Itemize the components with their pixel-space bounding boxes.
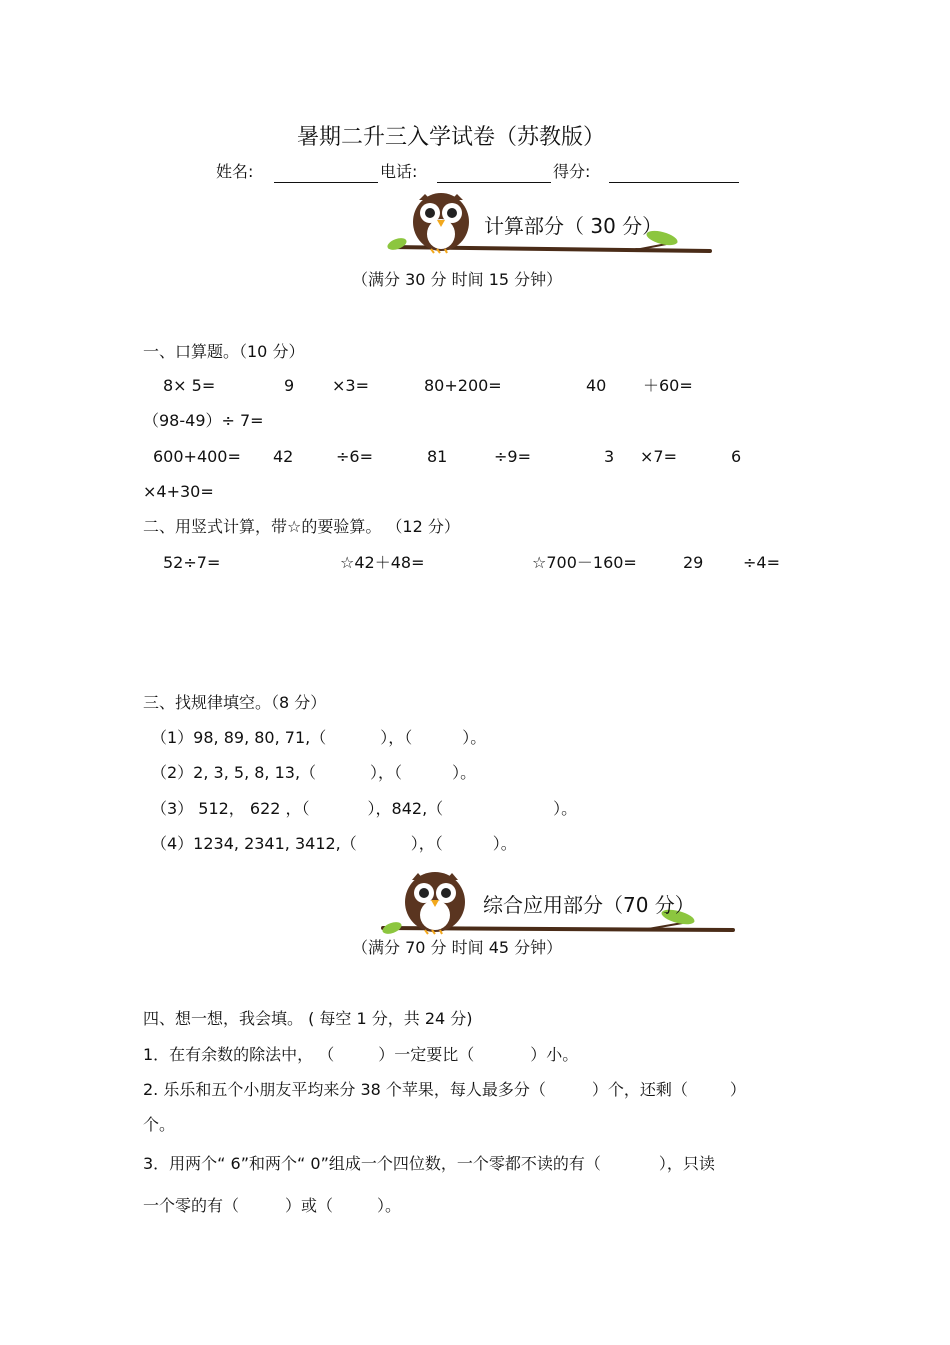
vertical-calc-item: 29 [683, 553, 704, 572]
pattern-text: ），842,（ [367, 799, 444, 818]
question-text: ）或（ [285, 1196, 334, 1215]
question-2 [143, 1080, 746, 1100]
pattern-text: ），（ [380, 728, 413, 747]
vertical-calc-item: 52÷7= [163, 553, 221, 572]
calc-item: 81 [427, 447, 448, 466]
question-text: ）一定要比（ [378, 1045, 475, 1064]
name-field[interactable] [274, 182, 378, 183]
owl-icon [405, 872, 465, 934]
owl-icon [413, 193, 469, 253]
question-text: ）。 [377, 1196, 402, 1215]
calc-item: ＋60= [643, 376, 693, 395]
vertical-calc-item: ☆42＋48= [340, 553, 425, 572]
question-3 [143, 1154, 715, 1174]
pattern-text: （4）1234, 2341, 3412,（ [151, 834, 357, 853]
name-label: 姓名: [216, 162, 254, 181]
question-3-cont [143, 1196, 401, 1216]
banner-app-title: 综合应用部分（70 分） [483, 893, 695, 917]
score-label: 得分: [553, 162, 591, 181]
pattern-line-1 [151, 728, 486, 748]
question-text: 3．用两个“ 6”和两个“ 0”组成一个四位数，一个零都不读的有（ [143, 1154, 601, 1173]
pattern-text: ），（ [370, 763, 403, 782]
pattern-text: ），（ [410, 834, 443, 853]
calc-item: ×3= [332, 376, 369, 395]
pattern-line-2 [151, 763, 476, 783]
question-text: 1．在有余数的除法中， （ [143, 1045, 335, 1064]
question-text: 2. 乐乐和五个小朋友平均来分 38 个苹果，每人最多分（ [143, 1080, 546, 1099]
pattern-line-4 [151, 834, 517, 854]
calc-item: ÷6= [336, 447, 373, 466]
calc-item: 40 [586, 376, 607, 395]
calc-item: 8× 5= [163, 376, 216, 395]
calc-item: 80+200= [424, 376, 502, 395]
question-text: ），只读 [658, 1154, 715, 1173]
calc-item: 42 [273, 447, 294, 466]
banner-calc-subtitle: （满分 30 分 时间 15 分钟） [352, 270, 563, 289]
question-1 [143, 1045, 578, 1065]
pattern-text: （3） 512， 622 ，（ [151, 799, 310, 818]
calc-item: ÷9= [494, 447, 531, 466]
pattern-text: （2）2, 3, 5, 8, 13,（ [151, 763, 317, 782]
calc-item: 9 [284, 376, 295, 395]
section-2-heading: 二、用竖式计算，带☆的要验算。 （12 分） [143, 517, 460, 536]
calc-item: 6 [731, 447, 742, 466]
calc-item: 3 [604, 447, 615, 466]
pattern-text: （1）98, 89, 80, 71,（ [151, 728, 327, 747]
page-title: 暑期二升三入学试卷（苏教版） [297, 125, 606, 150]
pattern-line-3 [151, 799, 577, 819]
vertical-calc-item: ☆700－160= [532, 553, 637, 572]
pattern-text: ）。 [452, 763, 477, 782]
banner-app-subtitle: （满分 70 分 时间 45 分钟） [352, 938, 563, 957]
phone-label: 电话: [380, 162, 418, 181]
vertical-calc-item: ÷4= [743, 553, 780, 572]
question-text: ）个，还剩（ [591, 1080, 688, 1099]
pattern-text: ）。 [492, 834, 517, 853]
calc-item: 600+400= [153, 447, 241, 466]
calc-item: ×7= [640, 447, 677, 466]
score-field[interactable] [609, 182, 739, 183]
question-text: ） [729, 1080, 746, 1099]
section-1-heading: 一、口算题。（10 分） [143, 342, 305, 361]
question-text: 一个零的有（ [143, 1196, 240, 1215]
pattern-text: ）。 [553, 799, 578, 818]
pattern-text: ）。 [462, 728, 487, 747]
section-3-heading: 三、找规律填空。（8 分） [143, 693, 327, 712]
calc-item: ×4+30= [143, 482, 214, 501]
question-2-cont: 个。 [143, 1115, 176, 1134]
section-4-heading: 四、想一想，我会填。 ( 每空 1 分，共 24 分) [143, 1009, 473, 1028]
question-text: ）小。 [530, 1045, 579, 1064]
calc-item: （98-49）÷ 7= [143, 411, 264, 430]
banner-calc-title: 计算部分（ 30 分） [484, 214, 663, 238]
phone-field[interactable] [437, 182, 551, 183]
